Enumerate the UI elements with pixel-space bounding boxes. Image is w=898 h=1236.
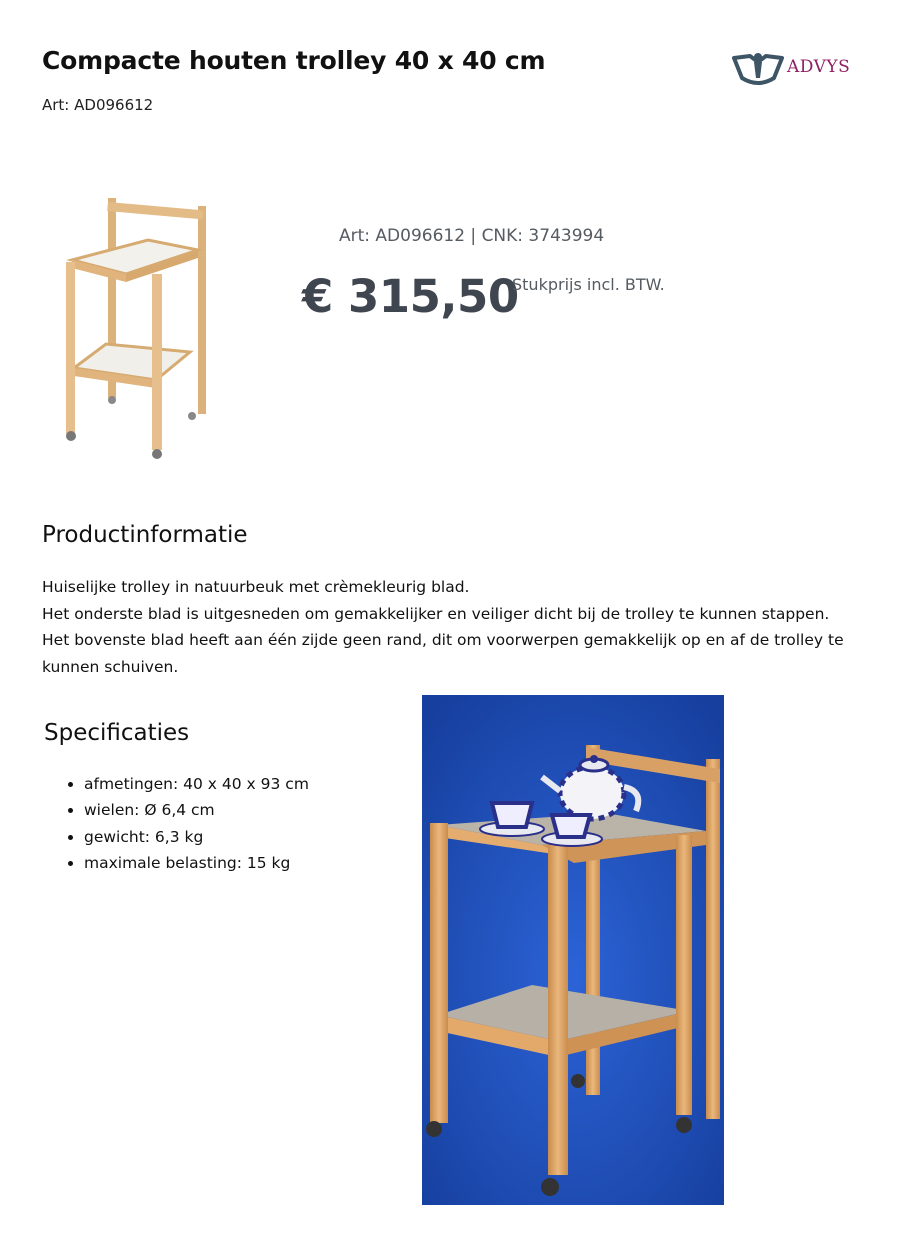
spec-item: • afmetingen: 40 x 40 x 93 cm	[84, 771, 309, 797]
product-info-heading: Productinformatie	[42, 522, 248, 548]
page-title: Compacte houten trolley 40 x 40 cm	[42, 46, 546, 75]
description-line: Het bovenste blad heeft aan één zijde geen rand, dit om voorwerpen gemakkelijk op en af de trolley te kunnen schuiven.	[42, 631, 844, 676]
price: € 315,50	[302, 270, 519, 323]
spec-item: • maximale belasting: 15 kg	[84, 850, 309, 876]
product-description	[42, 574, 862, 680]
spec-item: • wielen: Ø 6,4 cm	[84, 797, 309, 823]
article-cnk-line: Art: AD096612 | CNK: 3743994	[339, 226, 605, 246]
logo-mark-icon	[730, 48, 786, 88]
description-line: Huiselijke trolley in natuurbeuk met crèmekleurig blad.	[42, 578, 470, 596]
article-number: Art: AD096612	[42, 96, 154, 114]
product-thumbnail	[56, 190, 216, 465]
price-note: Stukprijs incl. BTW.	[512, 275, 665, 294]
logo-text: ADVYS	[787, 57, 851, 77]
description-line: Het onderste blad is uitgesneden om gemakkelijker en veiliger dicht bij de trolley te kunnen stappen.	[42, 604, 830, 623]
specifications-list	[42, 771, 309, 876]
specifications-heading: Specificaties	[44, 720, 190, 746]
spec-item: • gewicht: 6,3 kg	[84, 824, 309, 850]
brand-logo	[730, 48, 860, 88]
product-photo	[422, 695, 724, 1205]
